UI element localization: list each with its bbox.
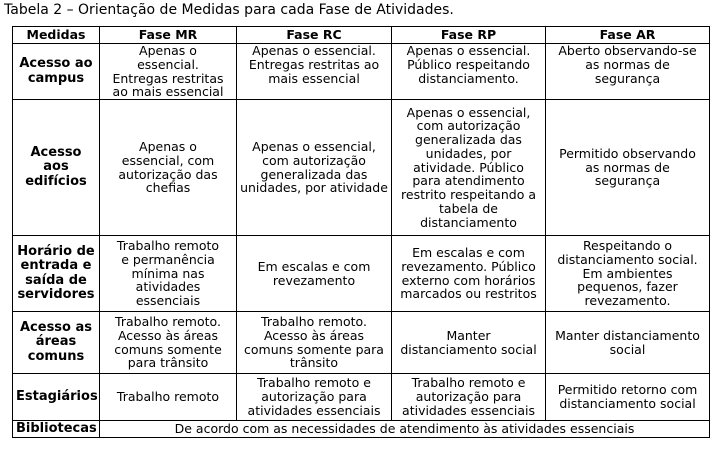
cell-ar: Manter distanciamento social — [546, 312, 710, 374]
table-row — [13, 44, 710, 100]
header-fase-ar: Fase AR — [546, 27, 710, 44]
cell-rc: Em escalas e com revezamento — [237, 236, 392, 312]
header-fase-mr: Fase MR — [100, 27, 237, 44]
cell-mr: Trabalho remoto — [100, 374, 237, 421]
cell-rc: Trabalho remoto. Acesso às áreas comuns somente para trânsito — [237, 312, 392, 374]
row-label-estagiarios: Estagiários — [13, 374, 100, 421]
cell-mr: Trabalho remoto. Acesso às áreas comuns somente para trânsito — [100, 312, 237, 374]
cell-ar: Aberto observando-se as normas de segurança — [546, 44, 710, 100]
row-label-bibliotecas: Bibliotecas — [13, 421, 100, 438]
header-medidas: Medidas — [13, 27, 100, 44]
header-fase-rp: Fase RP — [392, 27, 546, 44]
header-fase-rc: Fase RC — [237, 27, 392, 44]
row-label-horario: Horário de entrada e saída de servidores — [13, 236, 100, 312]
cell-rp: Manter distanciamento social — [392, 312, 546, 374]
cell-ar: Respeitando o distanciamento social. Em ambientes pequenos, fazer revezamento. — [546, 236, 710, 312]
cell-ar: Permitido retorno com distanciamento social — [546, 374, 710, 421]
table-row — [13, 236, 710, 312]
header-row — [13, 27, 710, 44]
row-label-areas-comuns: Acesso as áreas comuns — [13, 312, 100, 374]
cell-rp: Apenas o essencial, com autorização generalizada das unidades, por atividade. Público para atendimento restrito respeitando a tabela de distanciamento — [392, 100, 546, 236]
cell-mr: Trabalho remoto e permanência mínima nas atividades essenciais — [100, 236, 237, 312]
cell-bibliotecas-text: De acordo com as necessidades de atendimento às atividades essenciais — [100, 421, 710, 438]
cell-rc: Apenas o essencial, com autorização generalizada das unidades, por atividade — [237, 100, 392, 236]
table-row — [13, 312, 710, 374]
cell-rp: Apenas o essencial. Público respeitando distanciamento. — [392, 44, 546, 100]
cell-mr: Apenas o essencial. Entregas restritas ao mais essencial — [100, 44, 237, 100]
table-row — [13, 100, 710, 236]
cell-rc: Trabalho remoto e autorização para atividades essenciais — [237, 374, 392, 421]
row-label-acesso-campus: Acesso ao campus — [13, 44, 100, 100]
cell-rp: Trabalho remoto e autorização para atividades essenciais — [392, 374, 546, 421]
measures-table — [12, 26, 710, 438]
table-caption: Tabela 2 – Orientação de Medidas para cada Fase de Atividades. — [4, 2, 454, 18]
cell-rp: Em escalas e com revezamento. Público externo com horários marcados ou restritos — [392, 236, 546, 312]
cell-ar: Permitido observando as normas de segurança — [546, 100, 710, 236]
cell-mr: Apenas o essencial, com autorização das chefias — [100, 100, 237, 236]
cell-rc: Apenas o essencial. Entregas restritas ao mais essencial — [237, 44, 392, 100]
table-row — [13, 421, 710, 438]
table-row — [13, 374, 710, 421]
row-label-acesso-edificios: Acesso aos edifícios — [13, 100, 100, 236]
